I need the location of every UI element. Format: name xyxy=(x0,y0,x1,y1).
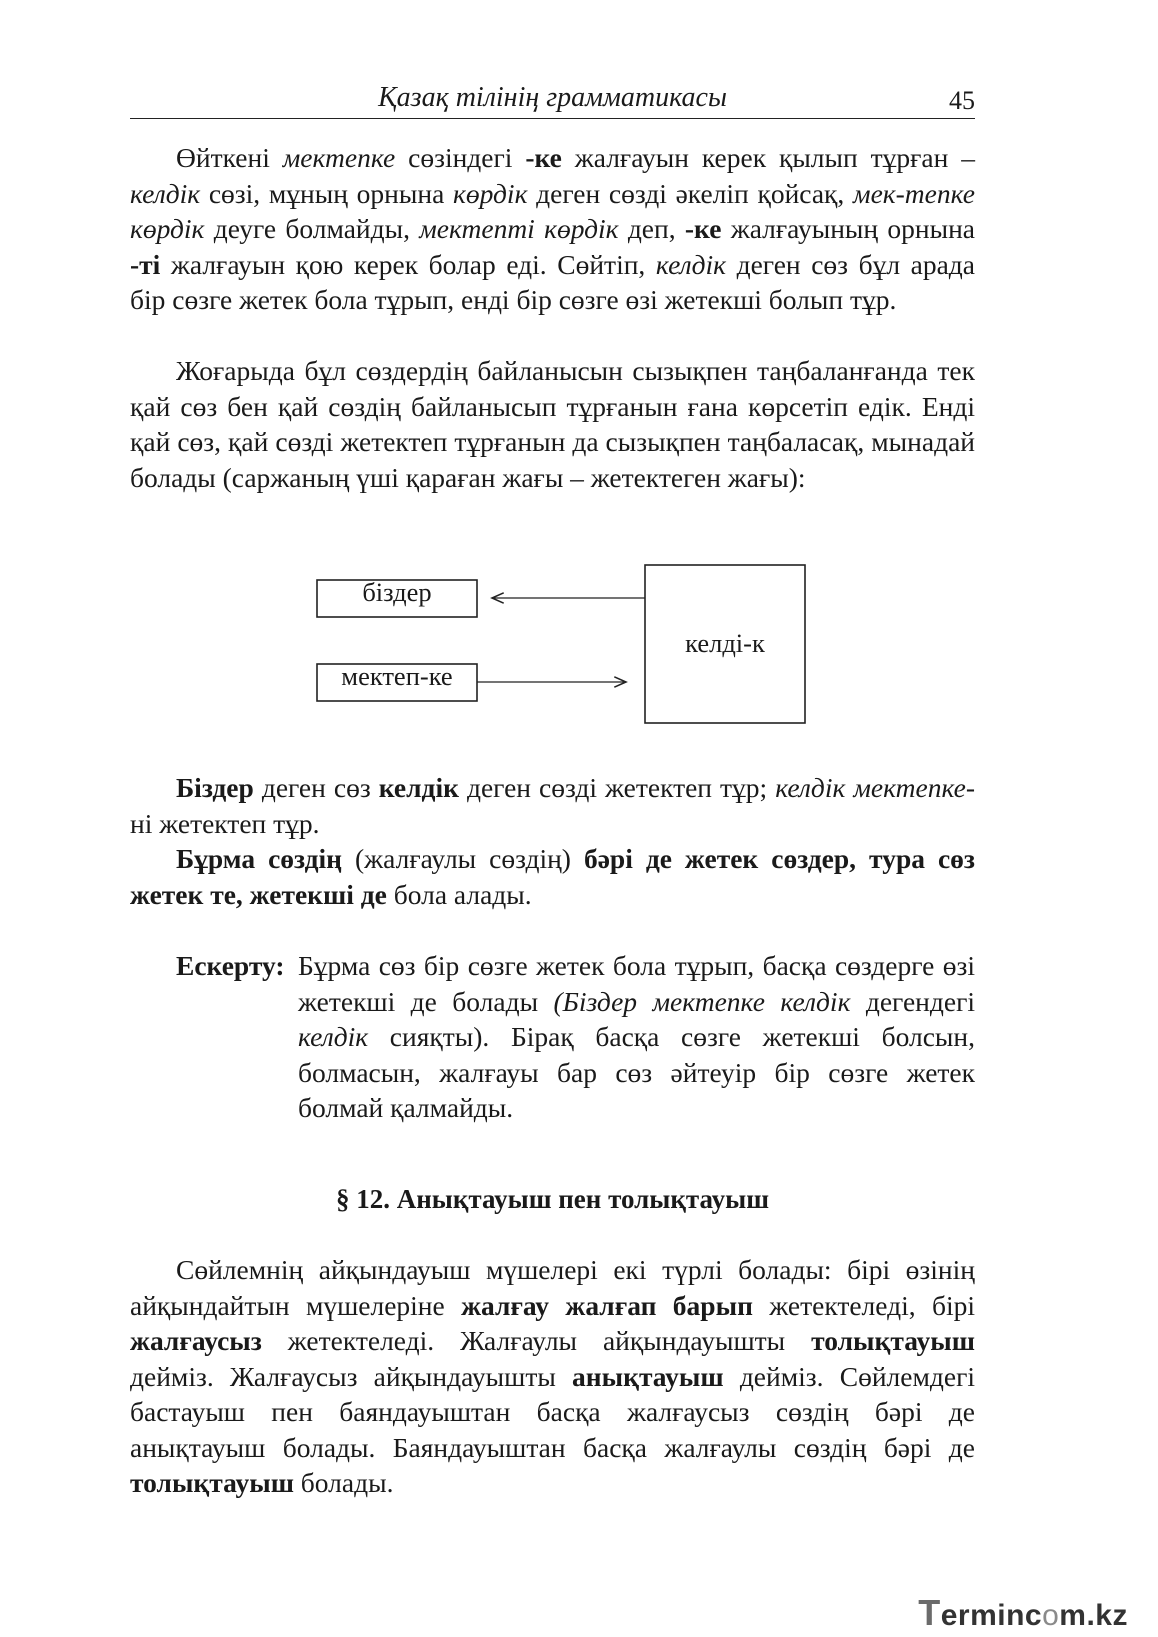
text-run: деген сөз xyxy=(253,772,379,803)
box-label-keldi-k: келді-к xyxy=(685,628,765,658)
bold-run: келдік xyxy=(378,772,459,803)
italic-run: келдік xyxy=(130,177,201,209)
text-run: дейміз. Сөйлемдегі бастауыш пен баяндауыштан басқа жалғаусыз сөздің бәрі де анықтауыш болады. Баяндауыштан басқа жалғаулы сөздің бәрі де xyxy=(130,1360,975,1463)
watermark-logo xyxy=(918,1592,1128,1634)
note-label: Ескерту: xyxy=(176,950,285,981)
bold-run: -ке xyxy=(525,142,562,173)
text-run: деп, xyxy=(618,213,685,244)
paragraph-5 xyxy=(130,1252,975,1501)
text-run: дейміз. Жалғаусыз айқындауышты xyxy=(130,1360,573,1392)
text-run: жалғауын қою керек болар еді. Сөйтіп, xyxy=(160,248,656,280)
text-run: Сөйлемнің айқындауыш мүшелері екі түрлі болады: бірі өзінің айқындайтын мүшелеріне xyxy=(130,1254,975,1321)
italic-run: мектепке xyxy=(282,142,396,173)
text-run: сияқты). Бірақ басқа сөзге жетекші болсын, болмасын, жалғауы бар сөз әйтеуір бір сөзге жетек болмай қалмайды. xyxy=(298,1021,975,1123)
page-number: 45 xyxy=(949,86,975,115)
bold-run: -ті xyxy=(130,248,161,280)
italic-run: келдік xyxy=(655,248,726,280)
text-run: болады. xyxy=(293,1467,394,1498)
text-run: (жалғаулы сөздің) xyxy=(342,843,584,874)
watermark-part1: erminc xyxy=(940,1599,1043,1632)
bold-run: жалғау жалғап барып xyxy=(461,1289,753,1321)
bold-run: толықтауыш xyxy=(130,1467,294,1498)
text-run: деген сөз бұл арада бір сөзге жетек бола тұрып, енді бір сөзге өзі жетекші болып тұр. xyxy=(130,248,975,315)
text-run: деген сөзді жетектеп тұр; xyxy=(458,772,776,803)
page-header xyxy=(130,78,975,119)
note-body xyxy=(298,948,975,1126)
watermark-o: o xyxy=(1042,1599,1060,1632)
text-run: сөзі, мұның орнына xyxy=(200,177,454,209)
paragraph-1 xyxy=(130,140,975,318)
italic-run: мектепті көрдік xyxy=(419,213,619,244)
bold-run: анықтауыш xyxy=(572,1360,724,1392)
text-run: жетектеледі, бірі xyxy=(752,1289,975,1321)
text-run: бола алады. xyxy=(386,878,532,910)
text-run: Өйткені xyxy=(176,142,283,173)
bold-run: Біздер xyxy=(176,772,254,803)
text-run: деуге болмайды, xyxy=(204,213,420,244)
bold-run: жалғаусыз xyxy=(130,1325,262,1356)
italic-run: келдік мектепке xyxy=(775,772,966,803)
box-label-bizder: біздер xyxy=(362,577,432,607)
text-run: сөзіндегі xyxy=(395,142,526,173)
watermark-part2: m.kz xyxy=(1059,1599,1128,1632)
italic-run: мек-тепке көрдік xyxy=(130,177,975,244)
italic-run: (Біздер мектепке келдік xyxy=(553,985,851,1017)
text-run: дегендегі xyxy=(850,985,976,1017)
italic-run: көрдік xyxy=(453,177,528,209)
text-run: жалғауын керек қылып тұрған – xyxy=(561,142,976,173)
text-run: деген сөзді әкеліп қойсақ, xyxy=(527,177,854,209)
text-run: -ні жетектеп тұр. xyxy=(130,772,975,839)
bold-run: -ке xyxy=(684,213,722,244)
note-block xyxy=(176,948,975,1126)
paragraph-3 xyxy=(130,770,975,841)
running-title: Қазақ тілінің грамматикасы xyxy=(378,82,727,113)
section-heading: § 12. Анықтауыш пен толықтауыш xyxy=(335,1184,770,1214)
bold-run: Бұрма сөздің xyxy=(176,843,342,874)
bold-run: бәрі де жетек сөздер, тура сөз жетек те, жетекші де xyxy=(130,843,975,910)
paragraph-4 xyxy=(130,841,975,912)
text-run: жетектеледі. Жалғаулы айқындауышты xyxy=(261,1325,812,1356)
italic-run: келдік xyxy=(298,1021,369,1052)
watermark-t: T xyxy=(918,1592,941,1633)
text-run: жалғауының орнына xyxy=(721,213,976,244)
bold-run: толықтауыш xyxy=(811,1325,975,1356)
text-run: Бұрма сөз бір сөзге жетек бола тұрып, басқа сөздерге өзі жетекші де болады xyxy=(298,950,975,1017)
paragraph-2: Жоғарыда бұл сөздердің байланысын сызықпен таңбаланғанда тек қай сөз бен қай сөздің байланысып тұрғанын ғана көрсетіп едік. Енді қай сөз, қай сөзді жетектеп тұрғанын да сызықпен таңбаласақ, мынадай болады (саржаның үші қараған жағы – жетектеген жағы): xyxy=(130,355,975,493)
box-label-mektep-ke: мектеп-ке xyxy=(341,661,453,691)
